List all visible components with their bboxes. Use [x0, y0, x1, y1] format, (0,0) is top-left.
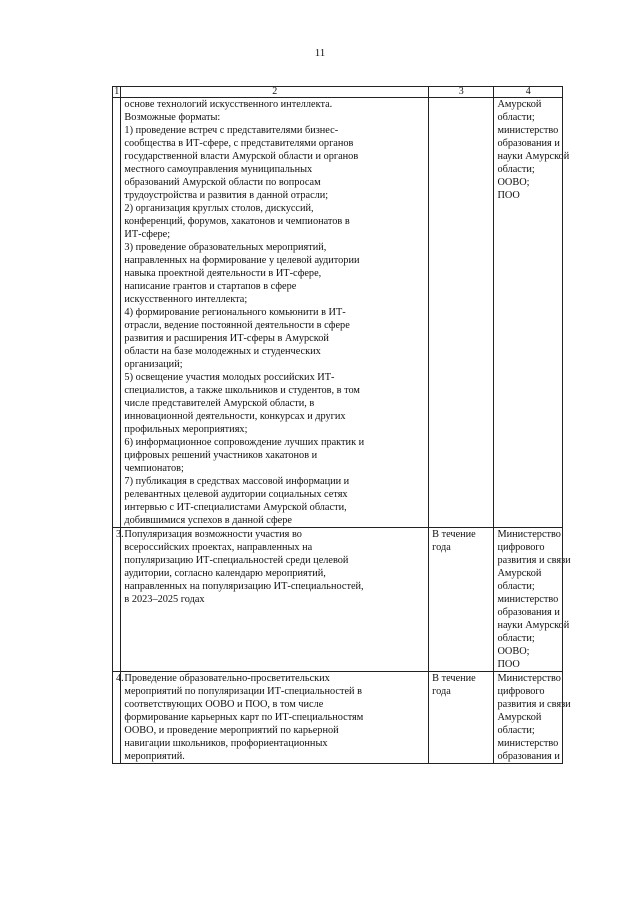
measure-description-cell-line: 4) формирование регионального комьюнити в ИТ-: [124, 307, 346, 318]
responsible-cell-line: образования и: [497, 607, 560, 618]
measures-table: [112, 86, 571, 764]
measure-description-cell-line: ИТ-сфере;: [124, 229, 171, 240]
term-cell: [429, 98, 494, 528]
responsible-cell-line: цифрового: [497, 542, 545, 553]
responsible-cell-line: ПОО: [497, 659, 520, 670]
measure-description-cell-line: ООВО, и проведение мероприятий по карьерной: [124, 725, 339, 736]
term-cell-line: В течение: [432, 529, 476, 540]
measure-description-cell-line: соответствующих ООВО и ПОО, в том числе: [124, 699, 324, 710]
measure-description-cell: [121, 98, 429, 528]
measure-description-cell-line: популяризацию ИТ-специальностей среди целевой: [124, 555, 349, 566]
responsible-cell-line: науки Амурской: [497, 151, 570, 162]
table-row: [113, 98, 563, 528]
measure-description-cell-line: релевантных целевой аудитории социальных сетях: [124, 489, 348, 500]
row-number-cell: 3.: [113, 528, 121, 672]
responsible-cell-line: министерство: [497, 594, 559, 605]
measure-description-cell-line: чемпионатов;: [124, 463, 184, 474]
measure-description-cell: [121, 528, 429, 672]
header-col-3: 3: [429, 87, 494, 98]
measure-description-cell-line: местного самоуправления муниципальных: [124, 164, 313, 175]
header-col-4: 4: [494, 87, 563, 98]
measure-description-cell-line: числе представителей Амурской области, в: [124, 398, 315, 409]
responsible-cell-line: развития и связи: [497, 555, 571, 566]
responsible-cell-line: министерство: [497, 125, 559, 136]
measure-description-cell-line: специалистов, а также школьников и студентов, в том: [124, 385, 360, 396]
measure-description-cell-line: цифровых решений участников хакатонов и: [124, 450, 318, 461]
term-cell-line: года: [432, 686, 451, 697]
measure-description-cell-line: 3) проведение образовательных мероприятий,: [124, 242, 327, 253]
measure-description-cell-line: 1) проведение встреч с представителями бизнес-: [124, 125, 339, 136]
responsible-cell-line: ПОО: [497, 190, 520, 201]
measure-description-cell-line: интервью с ИТ-специалистами Амурской области,: [124, 502, 347, 513]
responsible-cell-line: образования и: [497, 751, 560, 762]
measure-description-cell-line: развития и расширения ИТ-сферы в Амурской: [124, 333, 329, 344]
responsible-cell-line: ООВО;: [497, 177, 530, 188]
measure-description-cell-line: навигации школьников, профориентационных: [124, 738, 328, 749]
header-col-1: 1: [114, 86, 120, 97]
responsible-cell-line: ООВО;: [497, 646, 530, 657]
measure-description-cell-line: Популяризация возможности участия во: [124, 529, 302, 540]
measure-description-cell-line: конференций, форумов, хакатонов и чемпионатов в: [124, 216, 350, 227]
responsible-cell-line: области;: [497, 633, 535, 644]
responsible-cell-line: Амурской: [497, 712, 542, 723]
measure-description-cell-line: трудоустройства и развития в данной отрасли;: [124, 190, 329, 201]
header-col-2: 2: [121, 87, 429, 98]
row-number-cell: [113, 98, 121, 528]
responsible-cell-line: области;: [497, 581, 535, 592]
measure-description-cell-line: государственной власти Амурской области и органов: [124, 151, 359, 162]
measure-description-cell-line: направленных на формирование у целевой аудитории: [124, 255, 360, 266]
measure-description-cell-line: мероприятий.: [124, 751, 185, 762]
responsible-cell-line: области;: [497, 112, 535, 123]
measure-description-cell-line: области на базе молодежных и студенческих: [124, 346, 321, 357]
table-header-row: [113, 87, 563, 98]
responsible-cell: [494, 528, 571, 672]
term-cell-line: года: [432, 542, 451, 553]
page-number: 11: [314, 47, 326, 59]
measure-description-cell-line: в 2023–2025 годах: [124, 594, 205, 605]
row-number-cell: 4.: [113, 672, 121, 764]
measure-description-cell-line: организаций;: [124, 359, 183, 370]
measure-description-cell-line: мероприятий по популяризации ИТ-специальностей в: [124, 686, 363, 697]
measure-description-cell-line: 7) публикация в средствах массовой информации и: [124, 476, 350, 487]
measure-description-cell-line: Проведение образовательно-просветительских: [124, 673, 330, 684]
measure-description-cell-line: всероссийских проектах, направленных на: [124, 542, 313, 553]
responsible-cell-line: Министерство: [497, 529, 561, 540]
measure-description-cell-line: аудитории, согласно календарю мероприятий,: [124, 568, 326, 579]
measure-description-cell-line: профильных мероприятиях;: [124, 424, 248, 435]
responsible-cell: [494, 98, 570, 528]
measure-description-cell-line: образований Амурской области по вопросам: [124, 177, 321, 188]
table-row: [113, 672, 563, 764]
responsible-cell: [494, 672, 571, 764]
measure-description-cell-line: формирование карьерных карт по ИТ-специальностям: [124, 712, 364, 723]
measure-description-cell-line: написание грантов и стартапов в сфере: [124, 281, 297, 292]
responsible-cell-line: цифрового: [497, 686, 545, 697]
measure-description-cell-line: добившимися успехов в данной сфере: [124, 515, 292, 526]
term-cell-line: В течение: [432, 673, 476, 684]
responsible-cell-line: министерство: [497, 738, 559, 749]
measure-description-cell-line: отрасли, ведение постоянной деятельности в сфере: [124, 320, 350, 331]
measure-description-cell-line: навыка проектной деятельности в ИТ-сфере,: [124, 268, 322, 279]
responsible-cell-line: области;: [497, 164, 535, 175]
responsible-cell-line: развития и связи: [497, 699, 571, 710]
table-row: [113, 528, 563, 672]
measure-description-cell-line: направленных на популяризацию ИТ-специальностей,: [124, 581, 364, 592]
measure-description-cell-line: 6) информационное сопровождение лучших практик и: [124, 437, 365, 448]
measure-description-cell: [121, 672, 429, 764]
measure-description-cell-line: 2) организация круглых столов, дискуссий,: [124, 203, 314, 214]
term-cell: [429, 672, 494, 764]
responsible-cell-line: Амурской: [497, 568, 542, 579]
responsible-cell-line: Министерство: [497, 673, 561, 684]
measure-description-cell-line: искусственного интеллекта;: [124, 294, 248, 305]
responsible-cell-line: науки Амурской: [497, 620, 570, 631]
responsible-cell-line: образования и: [497, 138, 560, 149]
measure-description-cell-line: 5) освещение участия молодых российских ИТ-: [124, 372, 335, 383]
measure-description-cell-line: инновационной деятельности, конкурсах и других: [124, 411, 346, 422]
responsible-cell-line: Амурской: [497, 99, 542, 110]
measure-description-cell-line: основе технологий искусственного интеллекта.: [124, 99, 333, 110]
term-cell: [429, 528, 494, 672]
measure-description-cell-line: Возможные форматы:: [124, 112, 221, 123]
measure-description-cell-line: сообщества в ИТ-сфере, с представителями органов: [124, 138, 354, 149]
responsible-cell-line: области;: [497, 725, 535, 736]
